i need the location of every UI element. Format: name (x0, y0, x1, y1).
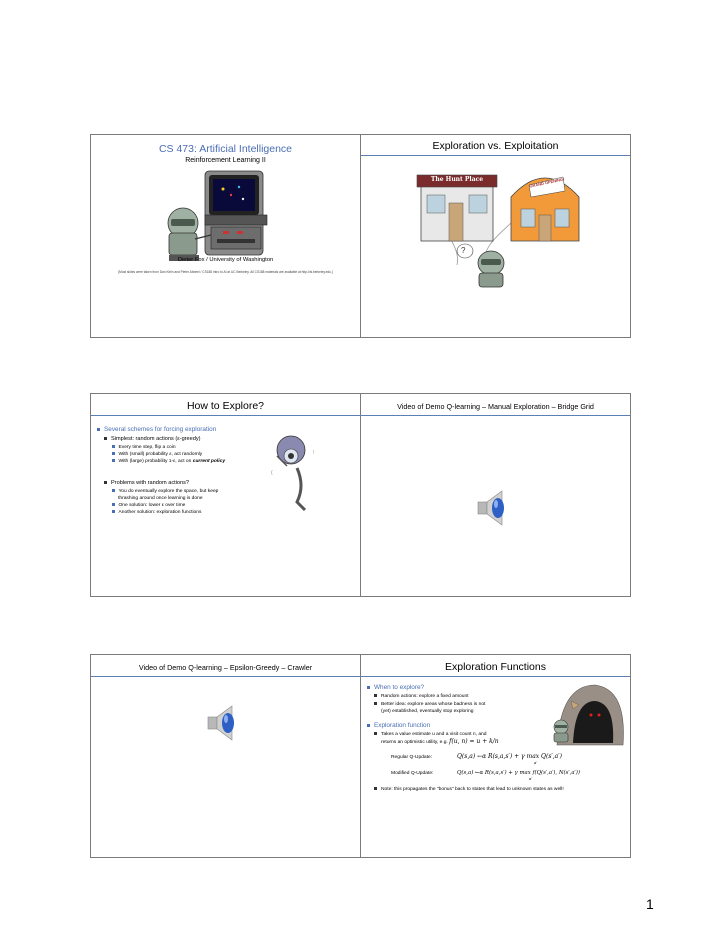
bullet-better-idea-cont: (yet) established, eventually stop exploring (381, 709, 474, 714)
slide-4-title: Video of Demo Q-learning – Manual Exploration – Bridge Grid (397, 402, 594, 411)
slide-5-title: Video of Demo Q-learning – Epsilon-Greedy – Crawler (138, 663, 313, 672)
bullet-takes-value: Takes a value estimate u and a visit count n, and (374, 731, 486, 738)
bullet-note-bonus: Note: this propagates the “bonus” back to states that lead to unknown states as well! (374, 786, 564, 793)
bullet-explore-space: You do eventually explore the space, but keep (112, 488, 218, 495)
slide-3-title: How to Explore? (186, 400, 265, 412)
right-restaurant-sign: GRAND OPENING! (528, 176, 565, 189)
bullet-schemes: Several schemes for forcing exploration (97, 426, 216, 434)
slide-4 (360, 393, 631, 597)
bullet-simplest: Simplest: random actions (ε-greedy) (104, 435, 201, 443)
restaurants-illustration (361, 135, 631, 338)
speaker-icon[interactable] (476, 488, 516, 528)
slide-1-subtitle: Reinforcement Learning II (185, 157, 266, 164)
modified-q-update-formula: Q(s,a) ←α R(s,a,s′) + γ max f(Q(s′,a′), N(s′,a′)) (457, 770, 580, 776)
slide-1-credit: [Most slides were taken from Dan Klein and Pieter Abbeel / CS188 Intro to AI at UC Berkeley. All CS188 materials are available at http://ai.berkeley.edu.] (118, 270, 333, 274)
modified-q-update-subscript: a′ (529, 776, 533, 781)
title-divider (91, 676, 360, 677)
slide-2 (360, 134, 631, 338)
bullet-flip-coin: Every time step, flip a coin (112, 444, 176, 451)
question-mark: ? (461, 246, 466, 255)
bullet-returns-utility: returns an optimistic utility, e.g. f(u, n) = u + k/n (381, 738, 499, 745)
bullet-exploration-function: Exploration function (367, 722, 430, 730)
slide-1 (90, 134, 361, 338)
speaker-icon[interactable] (206, 703, 246, 743)
slide-2-title: Exploration vs. Exploitation (432, 140, 559, 152)
regular-q-update-label: Regular Q-Update: (391, 755, 433, 760)
bullet-current-policy: With (large) probability 1-ε, act on current policy (112, 458, 225, 465)
formula-f: f(u, n) = u + k/n (449, 738, 499, 745)
bullet-exploration-functions: Another solution: exploration functions (112, 509, 201, 516)
bullet-thrashing: thrashing around once learning is done (118, 496, 203, 501)
slide-1-title: CS 473: Artificial Intelligence (158, 143, 293, 155)
bullet-better-idea: Better idea: explore areas whose badness is not (374, 701, 485, 708)
cave-illustration (361, 655, 631, 858)
bullet-lower-epsilon: One solution: lower ε over time (112, 502, 185, 509)
slide-1-author: Dieter Fox / University of Washington (177, 257, 274, 263)
svg-text:!: ! (313, 450, 315, 456)
bullet-problems: Problems with random actions? (104, 479, 189, 487)
slide-6 (360, 654, 631, 858)
slide-6-title: Exploration Functions (445, 661, 546, 673)
svg-text:(: ( (271, 470, 273, 476)
modified-q-update-label: Modified Q-Update: (391, 771, 434, 776)
regular-q-update-subscript: a′ (534, 760, 538, 765)
title-divider (361, 415, 630, 416)
arcade-robot-illustration (91, 135, 361, 338)
bullet-when-to-explore: When to explore? (367, 684, 424, 692)
slide-5 (90, 654, 361, 858)
bullet-act-randomly: With (small) probability ε, act randomly (112, 451, 202, 458)
left-restaurant-sign: The Hunt Place (430, 176, 484, 183)
wobbly-robot-illustration (91, 394, 361, 597)
bullet-random-actions: Random actions: explore a fixed amount (374, 693, 469, 700)
page-number: 1 (646, 896, 654, 912)
slide-3 (90, 393, 361, 597)
regular-q-update-formula: Q(s,a) ←α R(s,a,s′) + γ max Q(s′,a′) (457, 753, 562, 760)
